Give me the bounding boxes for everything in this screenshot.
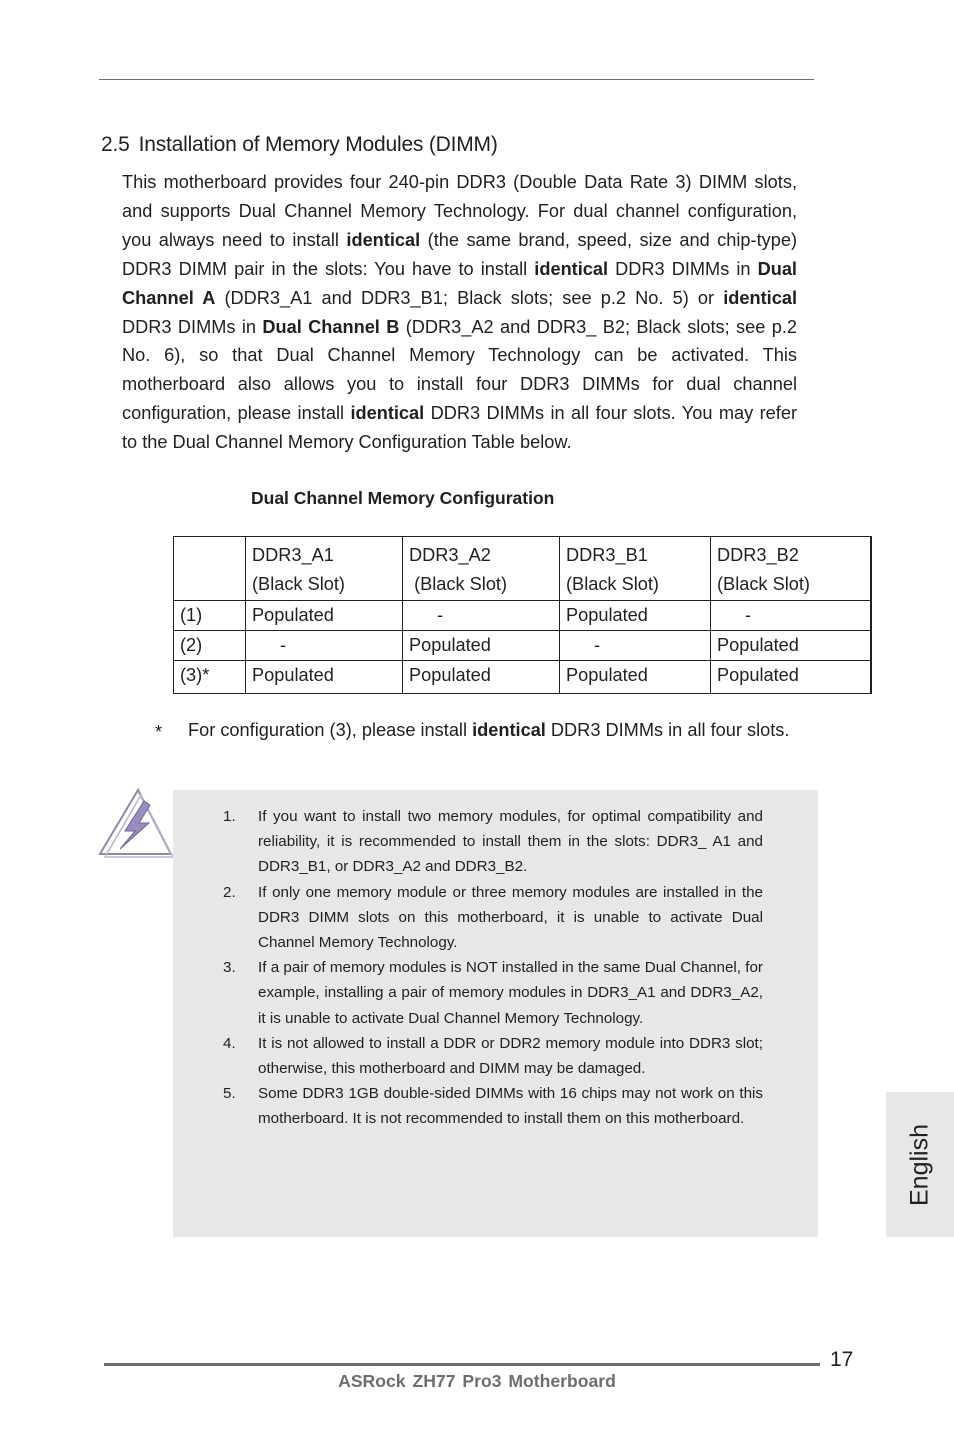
text-run: (DDR3_A1 and DDR3_B1; Black slots; see p.2 No. 5) or [215, 287, 724, 308]
header-cell-a2 [403, 537, 560, 601]
intro-paragraph [122, 168, 797, 457]
language-tab [886, 1092, 954, 1237]
list-item-text: If a pair of memory modules is NOT installed in the same Dual Channel, for example, installing a pair of memory modules in DDR3_A1 and DDR3_A2, it is unable to activate Dual Channel Memory Technology. [258, 959, 763, 1027]
lightning-warning-icon [97, 787, 175, 861]
text-run: DDR3 DIMMs in [122, 316, 263, 337]
list-item-number: 1. [223, 808, 236, 825]
list-item-number: 5. [223, 1085, 236, 1103]
bold-text: identical [350, 403, 425, 424]
list-item [223, 880, 763, 956]
table-footnote [155, 716, 795, 745]
table-cell: - [560, 631, 711, 661]
header-cell-b2 [711, 537, 872, 601]
footer-rule [104, 1363, 820, 1366]
row-label: (3)* [174, 661, 246, 694]
page-number: 17 [830, 1348, 854, 1371]
header-rule [99, 79, 814, 80]
text-run: (DDR3_A2 and DDR3_ B2; Black slots; see p.2 No. 6), so that Dual Channel Memory Technology can be activated. This motherboard also allows you to install four DDR3 DIMMs for dual channel configuration, please install [122, 316, 797, 424]
table-corner-cell [174, 537, 246, 601]
table-row [174, 661, 872, 694]
footnote-mark: * [155, 722, 163, 742]
slot-color: (Black Slot) [414, 574, 508, 594]
list-item-number: 2. [223, 883, 236, 901]
language-tab-label: English [905, 1123, 934, 1206]
text-run: (the same brand, speed, size and chip-type) DDR3 DIMM pair in the slots: You have to install [122, 229, 798, 279]
footer-text: ASRock ZH77 Pro3 Motherboard [338, 1371, 616, 1391]
bold-text: identical [723, 287, 797, 308]
row-label: (1) [174, 601, 246, 631]
slot-color: (Black Slot) [566, 574, 659, 594]
list-item-text: If only one memory module or three memory modules are installed in the DDR3 DIMM slots on this motherboard, it is unable to activate Dual Channel Memory Technology. [258, 883, 763, 952]
bold-text: Dual Channel A [122, 258, 797, 308]
text-run: This motherboard provides four 240-pin DDR3 (Double Data Rate 3) DIMM slots, and supports Dual Channel Memory Technology. For dual channel configuration, you always need to install [122, 172, 797, 250]
table-header-row [174, 537, 872, 601]
text-run: DDR3 DIMMs in all four slots. You may refer to the Dual Channel Memory Configuration Table below. [122, 403, 797, 453]
table-cell: - [403, 601, 560, 631]
table-cell: Populated [560, 661, 711, 694]
text-run: DDR3 DIMMs in all four slots. [545, 720, 790, 740]
slot-color: (Black Slot) [717, 574, 810, 594]
slot-name: DDR3_A1 [252, 545, 334, 565]
note-list [223, 804, 763, 1132]
table-cell: Populated [560, 601, 711, 631]
list-item [223, 1031, 763, 1081]
header-cell-a1 [246, 537, 403, 601]
section-title [101, 133, 498, 157]
table-cell: - [246, 631, 403, 661]
list-item [223, 1081, 763, 1131]
table-cell: Populated [246, 661, 403, 694]
table-row [174, 631, 872, 661]
list-item-text: If you want to install two memory modules, for optimal compatibility and reliability, it is recommended to install them in the slots: DDR3_ A1 and DDR3_B1, or DDR3_A2 and DDR3_B2. [258, 808, 763, 876]
table-cell: Populated [711, 661, 872, 694]
row-label: (2) [174, 631, 246, 661]
bold-text: Dual Channel B [262, 316, 400, 337]
slot-name: DDR3_A2 [409, 545, 491, 565]
header-cell-b1 [560, 537, 711, 601]
list-item [223, 955, 763, 1031]
bold-text: identical [472, 720, 546, 740]
list-item-text: Some DDR3 1GB double-sided DIMMs with 16 chips may not work on this motherboard. It is not recommended to install them on this motherboard. [258, 1085, 763, 1128]
section-title-text: Installation of Memory Modules (DIMM) [138, 133, 498, 156]
bold-text: identical [534, 258, 609, 279]
slot-color: (Black Slot) [252, 574, 345, 594]
text-run: For configuration (3), please install [188, 720, 473, 740]
section-number: 2.5 [101, 133, 130, 156]
table-cell: - [711, 601, 872, 631]
list-item-number: 3. [223, 959, 236, 977]
list-item-text: It is not allowed to install a DDR or DDR2 memory module into DDR3 slot; otherwise, this motherboard and DIMM may be damaged. [258, 1034, 763, 1078]
memory-config-table [173, 536, 872, 694]
list-item [223, 804, 763, 880]
bold-text: identical [346, 229, 421, 250]
table-cell: Populated [403, 661, 560, 694]
table-cell: Populated [711, 631, 872, 661]
table-title: Dual Channel Memory Configuration [251, 488, 555, 508]
slot-name: DDR3_B1 [566, 545, 648, 565]
text-run: DDR3 DIMMs in [608, 258, 758, 279]
table-cell: Populated [403, 631, 560, 661]
table-cell: Populated [246, 601, 403, 631]
list-item-number: 4. [223, 1034, 236, 1052]
slot-name: DDR3_B2 [717, 545, 799, 565]
table-row [174, 601, 872, 631]
footnote-text [188, 716, 795, 745]
